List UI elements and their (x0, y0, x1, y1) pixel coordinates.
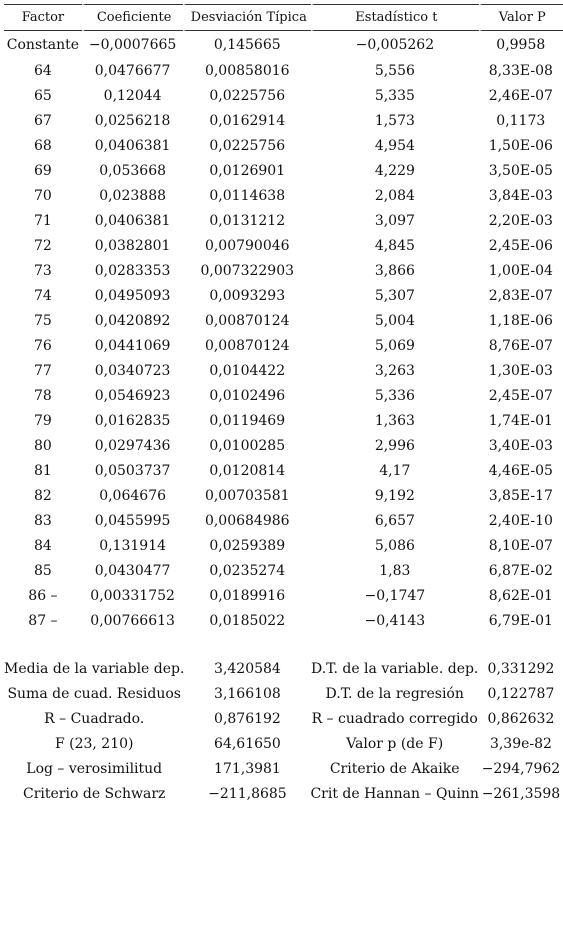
coefficient-cell: 0,064676 (99, 487, 167, 504)
header-coeficiente: Coeficiente (82, 4, 184, 31)
t-statistic-cell: 5,307 (374, 287, 415, 304)
std-dev-cell: 0,00703581 (204, 487, 290, 504)
p-value-cell: 2,83E-07 (488, 287, 553, 304)
table-row (4, 583, 563, 608)
t-statistic-cell: −0,005262 (355, 36, 435, 53)
t-statistic-cell: 3,263 (374, 362, 415, 379)
std-dev-cell: 0,0225756 (209, 137, 286, 154)
std-dev-cell: 0,00790046 (204, 237, 290, 254)
header-desviacion-tipica: Desviación Típica (183, 4, 311, 31)
stat-label: Valor p (de F) (346, 735, 444, 752)
coefficient-cell: 0,0430477 (94, 562, 171, 579)
summary-row (4, 656, 563, 681)
factor-cell: 75 (34, 312, 52, 329)
stat-label: D.T. de la regresión (325, 685, 464, 702)
t-statistic-cell: 1,83 (379, 562, 411, 579)
std-dev-cell: 0,0100285 (209, 437, 286, 454)
stat-label: Criterio de Akaike (329, 760, 460, 777)
table-row (4, 508, 563, 533)
coefficient-cell: 0,0406381 (94, 137, 171, 154)
p-value-cell: 4,46E-05 (488, 462, 553, 479)
t-statistic-cell: 2,996 (374, 437, 415, 454)
p-value-cell: 1,00E-04 (488, 262, 553, 279)
std-dev-cell: 0,0104422 (209, 362, 286, 379)
p-value-cell: 8,62E-01 (488, 587, 553, 604)
factor-cell: 79 (34, 412, 52, 429)
std-dev-cell: 0,0114638 (209, 187, 286, 204)
coefficient-cell: 0,0340723 (94, 362, 171, 379)
coefficient-cell: 0,0283353 (94, 262, 171, 279)
table-row (4, 533, 563, 558)
std-dev-cell: 0,00870124 (204, 337, 290, 354)
coefficient-cell: 0,0420892 (94, 312, 171, 329)
std-dev-cell: 0,145665 (213, 36, 281, 53)
stat-label: Log – verosimilitud (26, 760, 163, 777)
p-value-cell: 2,46E-07 (488, 87, 553, 104)
table-row (4, 308, 563, 333)
table-row (4, 108, 563, 133)
coefficient-cell: 0,0297436 (94, 437, 171, 454)
std-dev-cell: 0,0189916 (209, 587, 286, 604)
table-row (4, 208, 563, 233)
factor-cell: 83 (34, 512, 52, 529)
factor-cell: 80 (34, 437, 52, 454)
std-dev-cell: 0,00684986 (204, 512, 290, 529)
std-dev-cell: 0,00870124 (204, 312, 290, 329)
table-row (4, 383, 563, 408)
t-statistic-cell: 3,097 (374, 212, 415, 229)
std-dev-cell: 0,0225756 (209, 87, 286, 104)
stat-label: D.T. de la variable. dep. (311, 660, 479, 677)
table-row (4, 483, 563, 508)
p-value-cell: 3,85E-17 (488, 487, 553, 504)
stat-value: 0,862632 (487, 710, 555, 727)
table-row (4, 358, 563, 383)
t-statistic-cell: 4,229 (374, 162, 415, 179)
std-dev-cell: 0,0093293 (209, 287, 286, 304)
p-value-cell: 1,50E-06 (488, 137, 553, 154)
summary-row (4, 706, 563, 731)
stat-value: 3,39e-82 (489, 735, 552, 752)
table-row (4, 83, 563, 108)
factor-cell: 87 – (28, 612, 58, 629)
summary-row (4, 681, 563, 706)
stat-label: Suma de cuad. Residuos (7, 685, 181, 702)
p-value-cell: 8,76E-07 (488, 337, 553, 354)
coefficient-cell: 0,12044 (103, 87, 162, 104)
factor-cell: 85 (34, 562, 52, 579)
summary-row (4, 731, 563, 756)
coefficient-cell: 0,0455995 (94, 512, 171, 529)
coefficient-cell: 0,0476677 (94, 62, 171, 79)
std-dev-cell: 0,0259389 (209, 537, 286, 554)
stat-value: 0,122787 (487, 685, 555, 702)
p-value-cell: 1,30E-03 (488, 362, 553, 379)
stat-value: 0,331292 (487, 660, 555, 677)
t-statistic-cell: 1,363 (374, 412, 415, 429)
coefficient-cell: 0,023888 (99, 187, 167, 204)
t-statistic-cell: 4,17 (379, 462, 411, 479)
stat-value: 0,876192 (214, 710, 281, 727)
t-statistic-cell: 1,573 (374, 112, 415, 129)
p-value-cell: 1,74E-01 (488, 412, 553, 429)
summary-row (4, 756, 563, 781)
stat-value: −261,3598 (481, 785, 561, 802)
t-statistic-cell: 5,335 (374, 87, 415, 104)
factor-cell: 68 (34, 137, 52, 154)
stat-value: 64,61650 (214, 735, 281, 752)
factor-cell: 74 (34, 287, 52, 304)
p-value-cell: 6,79E-01 (488, 612, 553, 629)
stat-label: Media de la variable dep. (4, 660, 185, 677)
stat-value: −211,8685 (208, 785, 287, 802)
table-row (4, 58, 563, 83)
coefficient-cell: 0,053668 (99, 162, 167, 179)
coefficient-cell: 0,0503737 (94, 462, 171, 479)
std-dev-cell: 0,0102496 (209, 387, 286, 404)
factor-cell: 86 – (28, 587, 58, 604)
header-estadistico-t: Estadístico t (311, 4, 478, 31)
coefficient-cell: −0,0007665 (88, 36, 177, 53)
coefficient-cell: 0,00331752 (90, 587, 175, 604)
std-dev-cell: 0,007322903 (200, 262, 295, 279)
t-statistic-cell: 2,084 (374, 187, 415, 204)
factor-cell: 71 (34, 212, 52, 229)
table-row (4, 458, 563, 483)
p-value-cell: 3,50E-05 (488, 162, 553, 179)
table-row (4, 133, 563, 158)
table-row (4, 183, 563, 208)
t-statistic-cell: 5,069 (374, 337, 415, 354)
t-statistic-cell: 5,004 (374, 312, 415, 329)
table-row (4, 233, 563, 258)
table-header-row (4, 4, 563, 31)
header-factor: Factor (4, 4, 82, 31)
std-dev-cell: 0,0235274 (209, 562, 286, 579)
coefficient-cell: 0,0162835 (94, 412, 171, 429)
p-value-cell: 6,87E-02 (488, 562, 553, 579)
summary-statistics-table (4, 656, 563, 806)
factor-cell: 82 (34, 487, 52, 504)
stat-label: Crit de Hannan – Quinn (310, 785, 479, 802)
std-dev-cell: 0,0119469 (209, 412, 286, 429)
t-statistic-cell: 5,336 (374, 387, 415, 404)
coefficients-table (4, 4, 563, 633)
std-dev-cell: 0,00858016 (204, 62, 290, 79)
factor-cell: 78 (34, 387, 52, 404)
std-dev-cell: 0,0120814 (209, 462, 286, 479)
p-value-cell: 1,18E-06 (488, 312, 553, 329)
t-statistic-cell: 4,954 (374, 137, 415, 154)
coefficient-cell: 0,0546923 (94, 387, 171, 404)
t-statistic-cell: 6,657 (374, 512, 415, 529)
t-statistic-cell: 5,086 (374, 537, 415, 554)
p-value-cell: 0,9958 (496, 36, 546, 53)
p-value-cell: 2,45E-07 (488, 387, 553, 404)
p-value-cell: 3,40E-03 (488, 437, 553, 454)
t-statistic-cell: 5,556 (374, 62, 415, 79)
table-row (4, 258, 563, 283)
coefficient-cell: 0,0256218 (94, 112, 171, 129)
coefficient-cell: 0,0441069 (94, 337, 171, 354)
stat-label: Criterio de Schwarz (23, 785, 166, 802)
stat-label: R – cuadrado corregido (311, 710, 478, 727)
table-row (4, 608, 563, 633)
stat-value: 171,3981 (214, 760, 281, 777)
table-row (4, 333, 563, 358)
t-statistic-cell: 9,192 (374, 487, 415, 504)
t-statistic-cell: −0,1747 (364, 587, 426, 604)
p-value-cell: 3,84E-03 (488, 187, 553, 204)
stat-value: 3,420584 (214, 660, 281, 677)
stat-label: R – Cuadrado. (44, 710, 145, 727)
summary-statistics-body (4, 656, 563, 806)
factor-cell: 65 (34, 87, 52, 104)
factor-cell: 69 (34, 162, 52, 179)
coefficient-cell: 0,0495093 (94, 287, 171, 304)
summary-row (4, 781, 563, 806)
p-value-cell: 2,20E-03 (488, 212, 553, 229)
table-row (4, 433, 563, 458)
factor-cell: 72 (34, 237, 52, 254)
t-statistic-cell: −0,4143 (364, 612, 426, 629)
t-statistic-cell: 4,845 (374, 237, 415, 254)
coefficient-cell: 0,0382801 (94, 237, 171, 254)
factor-cell: 76 (34, 337, 52, 354)
table-row (4, 558, 563, 583)
stat-label: F (23, 210) (54, 735, 134, 752)
p-value-cell: 2,45E-06 (488, 237, 553, 254)
stat-value: −294,7962 (481, 760, 561, 777)
coefficients-table-body (4, 31, 563, 633)
factor-cell: 64 (34, 62, 52, 79)
p-value-cell: 0,1173 (496, 112, 546, 129)
header-valor-p: Valor P (479, 4, 563, 31)
table-row (4, 31, 563, 58)
factor-cell: 70 (34, 187, 52, 204)
coefficient-cell: 0,00766613 (90, 612, 175, 629)
std-dev-cell: 0,0185022 (209, 612, 286, 629)
factor-cell: 81 (34, 462, 52, 479)
table-row (4, 283, 563, 308)
p-value-cell: 8,33E-08 (488, 62, 553, 79)
p-value-cell: 8,10E-07 (488, 537, 553, 554)
t-statistic-cell: 3,866 (374, 262, 415, 279)
p-value-cell: 2,40E-10 (488, 512, 553, 529)
stat-value: 3,166108 (214, 685, 281, 702)
coefficient-cell: 0,131914 (99, 537, 167, 554)
factor-cell: 67 (34, 112, 52, 129)
table-row (4, 158, 563, 183)
factor-cell: 84 (34, 537, 52, 554)
std-dev-cell: 0,0126901 (209, 162, 286, 179)
coefficient-cell: 0,0406381 (94, 212, 171, 229)
factor-cell: 77 (34, 362, 52, 379)
table-row (4, 408, 563, 433)
std-dev-cell: 0,0162914 (209, 112, 286, 129)
std-dev-cell: 0,0131212 (209, 212, 286, 229)
factor-cell: 73 (34, 262, 52, 279)
factor-cell: Constante (6, 36, 80, 53)
